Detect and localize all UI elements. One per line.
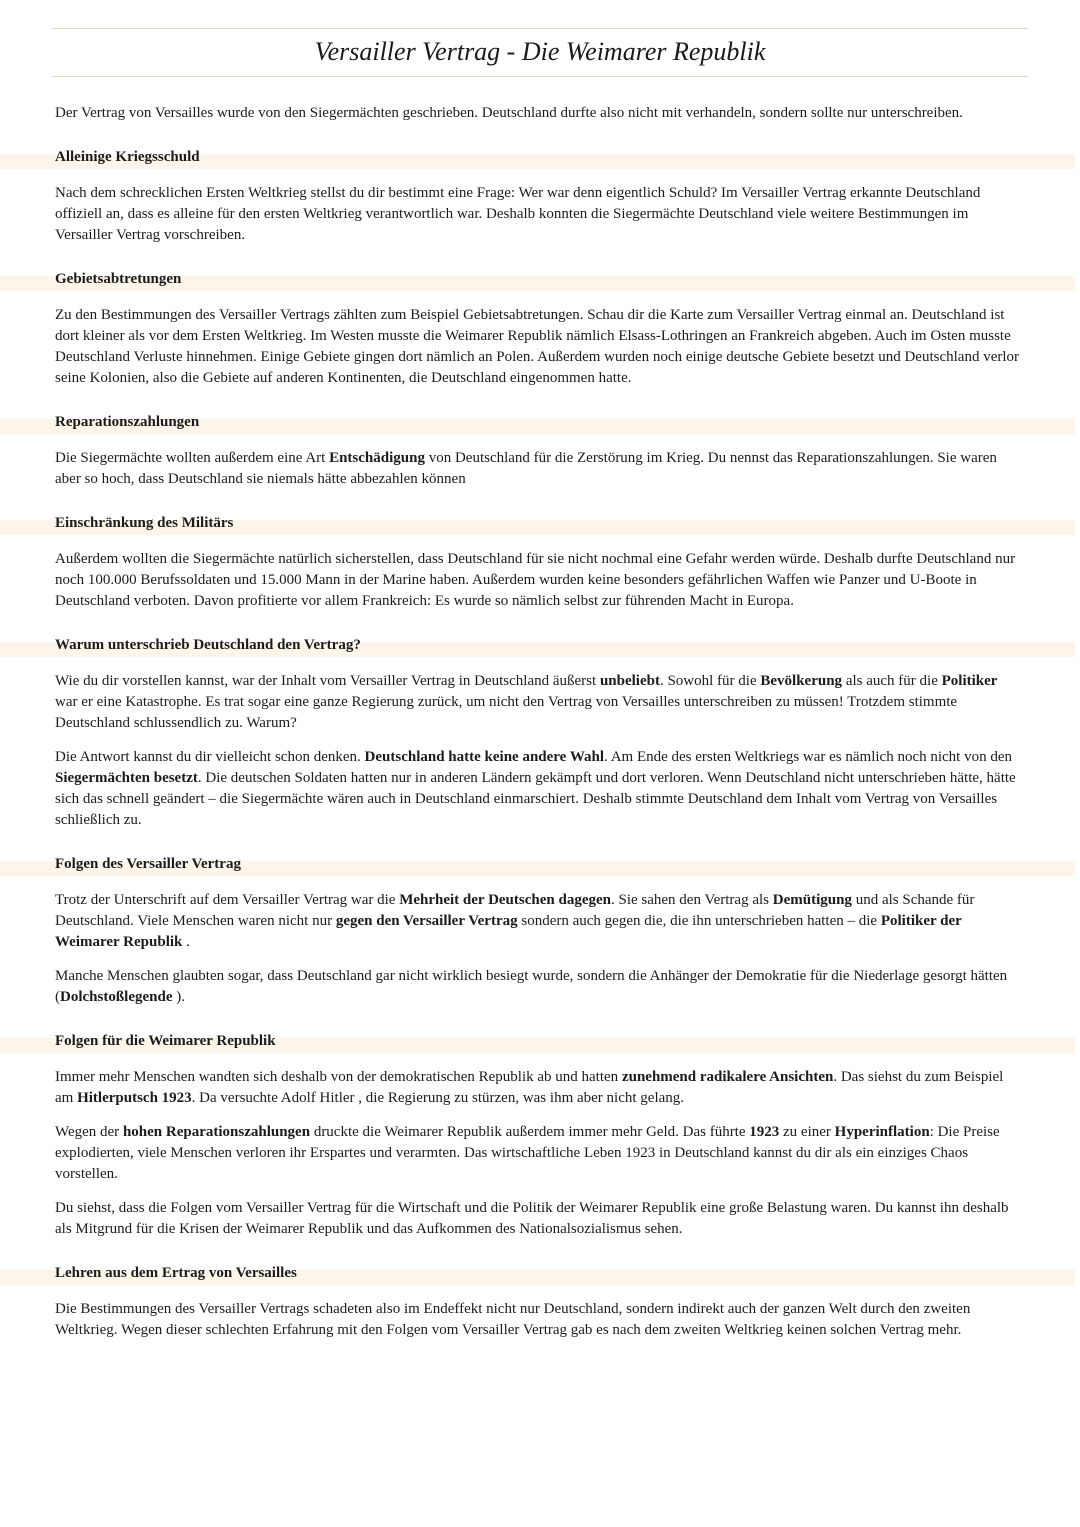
section-header-band [0, 271, 1075, 291]
bold-term: Mehrheit der Deutschen dagegen [399, 892, 611, 908]
bold-term: zunehmend radikalere Ansichten [621, 1069, 834, 1085]
section-heading: Folgen des Versailler Vertrag [55, 856, 241, 872]
bold-term: Dolchstoßlegende [60, 989, 173, 1005]
bold-term: Siegermächten besetzt [55, 770, 198, 786]
title-rule-bottom [52, 76, 1028, 77]
paragraph [55, 747, 1020, 831]
text-run: Trotz der Unterschrift auf dem Versailler Vertrag war die [55, 892, 400, 908]
bold-term: gegen den Versailler Vertrag [335, 913, 518, 929]
text-run: . Das siehst du zum Beispiel am [55, 1069, 1004, 1106]
bold-term: Politiker [941, 673, 998, 689]
bold-term: Hyperinflation [834, 1124, 930, 1140]
text-run: als auch für die [842, 673, 942, 689]
bold-term: Deutschland hatte keine andere Wahl [364, 749, 605, 765]
bold-term: unbeliebt [599, 673, 660, 689]
title-rule-top [52, 28, 1028, 29]
section-heading: Alleinige Kriegsschuld [55, 149, 200, 165]
text-run: Manche Menschen glaubten sogar, dass Deutschland gar nicht wirklich besiegt wurde, sondern die Anhänger der Demokratie für die Niederlage gesorgt hätten ( [55, 968, 1008, 1005]
bold-term: hohen Reparationszahlungen [122, 1124, 311, 1140]
paragraph [55, 966, 1020, 1008]
paragraph: Die Bestimmungen des Versailler Vertrags schadeten also im Endeffekt nicht nur Deutschland, sondern indirekt auch der ganzen Welt durch den zweiten Weltkrieg. Wegen dieser schlechten Erfahrung mit den Folgen vom Versailler Vertrag gab es nach dem zweiten Weltkrieg keinen solchen Vertrag mehr. [55, 1301, 971, 1338]
text-run: . Sie sahen den Vertrag als [610, 892, 773, 908]
intro-paragraph: Der Vertrag von Versailles wurde von den Siegermächten geschrieben. Deutschland durfte also nicht mit verhandeln, sondern sollte nur unterschreiben. [55, 105, 963, 121]
section-header-band [0, 515, 1075, 535]
text-run: . Die deutschen Soldaten hatten nur in anderen Ländern gekämpft und dort verloren. Wenn Deutschland nicht unterschrieben hätte, hätte sich das schnell geändert – die Siegermächte wären auch in Deutschland einmarschiert. Deshalb stimmte Deutschland dem Inhalt vom Vertrag von Versailles schließlich zu. [55, 770, 1016, 828]
section-header-band [0, 856, 1075, 876]
paragraph [55, 1122, 1020, 1185]
paragraph: Du siehst, dass die Folgen vom Versailler Vertrag für die Wirtschaft und die Politik der Weimarer Republik eine große Belastung waren. Du kannst ihn deshalb als Mitgrund für die Krisen der Weimarer Republik und das Aufkommen des Nationalsozialismus sehen. [55, 1200, 1009, 1237]
paragraph [55, 448, 1020, 490]
paragraph [55, 671, 1020, 734]
text-run: druckte die Weimarer Republik außerdem immer mehr Geld. Das führte [310, 1124, 750, 1140]
bold-term: Bevölkerung [760, 673, 843, 689]
text-run: war er eine Katastrophe. Es trat sogar eine ganze Regierung zurück, um nicht den Vertrag von Versailles unterschreiben zu müssen! Trotzdem stimmte Deutschland schlussendlich zu. Warum? [55, 694, 958, 731]
text-run: Immer mehr Menschen wandten sich deshalb von der demokratischen Republik ab und hatten [55, 1069, 622, 1085]
document-body [55, 103, 1020, 1341]
text-run: Wie du dir vorstellen kannst, war der Inhalt vom Versailler Vertrag in Deutschland äußerst [55, 673, 600, 689]
section-header-band [0, 1265, 1075, 1285]
text-run: Die Siegermächte wollten außerdem eine Art [55, 450, 330, 466]
text-run: Wegen der [55, 1124, 123, 1140]
text-run: und als Schande für Deutschland. Viele Menschen waren nicht nur [55, 892, 975, 929]
text-run: . [182, 934, 190, 950]
section-header-band [0, 414, 1075, 434]
paragraph: Zu den Bestimmungen des Versailler Vertrags zählten zum Beispiel Gebietsabtretungen. Schau dir die Karte zum Versailler Vertrag einmal an. Deutschland ist dort kleiner als vor dem Ersten Weltkrieg. Im Westen musste die Weimarer Republik nämlich Elsass-Lothringen an Frankreich abgeben. Auch im Osten musste Deutschland Verluste hinnehmen. Einige Gebiete gingen dort nämlich an Polen. Außerdem wurden noch einige deutsche Gebiete besetzt und Deutschland verlor seine Kolonien, also die Gebiete auf anderen Kontinenten, die Deutschland eingenommen hatte. [55, 307, 1020, 386]
text-run: zu einer [779, 1124, 835, 1140]
section-heading: Gebietsabtretungen [55, 271, 182, 287]
page-title: Versailler Vertrag - Die Weimarer Republik [314, 37, 766, 66]
section-heading: Reparationszahlungen [55, 414, 200, 430]
text-run: . Sowohl für die [659, 673, 761, 689]
section-header-band [0, 149, 1075, 169]
bold-term: Hitlerputsch 1923 [77, 1090, 192, 1106]
text-run: : Die Preise explodierten, viele Menschen verloren ihr Erspartes und verarmten. Das wirtschaftliche Leben 1923 in Deutschland kannst du dir als ein einziges Chaos vorstellen. [55, 1124, 1000, 1182]
bold-term: Demütigung [772, 892, 852, 908]
bold-term: Entschädigung [329, 450, 425, 466]
section-heading: Warum unterschrieb Deutschland den Vertrag? [55, 637, 361, 653]
paragraph [55, 890, 1020, 953]
paragraph: Nach dem schrecklichen Ersten Weltkrieg stellst du dir bestimmt eine Frage: Wer war denn eigentlich Schuld? Im Versailler Vertrag erkannte Deutschland offiziell an, dass es alleine für den ersten Weltkrieg verantwortlich war. Deshalb konnten die Siegermächte Deutschland viele weitere Bestimmungen im Versailler Vertrag vorschreiben. [55, 185, 981, 243]
section-header-band [0, 637, 1075, 657]
section-heading: Folgen für die Weimarer Republik [55, 1033, 276, 1049]
section-heading: Einschränkung des Militärs [55, 515, 234, 531]
paragraph [55, 1067, 1020, 1109]
text-run: . Da versuchte Adolf Hitler , die Regierung zu stürzen, was ihm aber nicht gelang. [191, 1090, 685, 1106]
text-run: von Deutschland für die Zerstörung im Krieg. Du nennst das Reparationszahlungen. Sie waren aber so hoch, dass Deutschland sie niemals hätte abbezahlen können [55, 450, 997, 487]
text-run: ). [172, 989, 185, 1005]
text-run: sondern auch gegen die, die ihn unterschrieben hatten – die [517, 913, 881, 929]
paragraph: Außerdem wollten die Siegermächte natürlich sicherstellen, dass Deutschland für sie nicht nochmal eine Gefahr werden würde. Deshalb durfte Deutschland nur noch 100.000 Berufssoldaten und 15.000 Mann in der Marine haben. Außerdem wurden keine besonders gefährlichen Waffen wie Panzer und U-Boote in Deutschland verboten. Davon profitierte vor allem Frankreich: Es wurde so nämlich selbst zur führenden Macht in Europa. [55, 551, 1016, 609]
text-run: Die Antwort kannst du dir vielleicht schon denken. [55, 749, 365, 765]
bold-term: Politiker der Weimarer Republik [55, 913, 962, 950]
section-header-band [0, 1033, 1075, 1053]
section-heading: Lehren aus dem Ertrag von Versailles [55, 1265, 297, 1281]
text-run: . Am Ende des ersten Weltkriegs war es nämlich noch nicht von den [604, 749, 1013, 765]
bold-term: 1923 [749, 1124, 780, 1140]
